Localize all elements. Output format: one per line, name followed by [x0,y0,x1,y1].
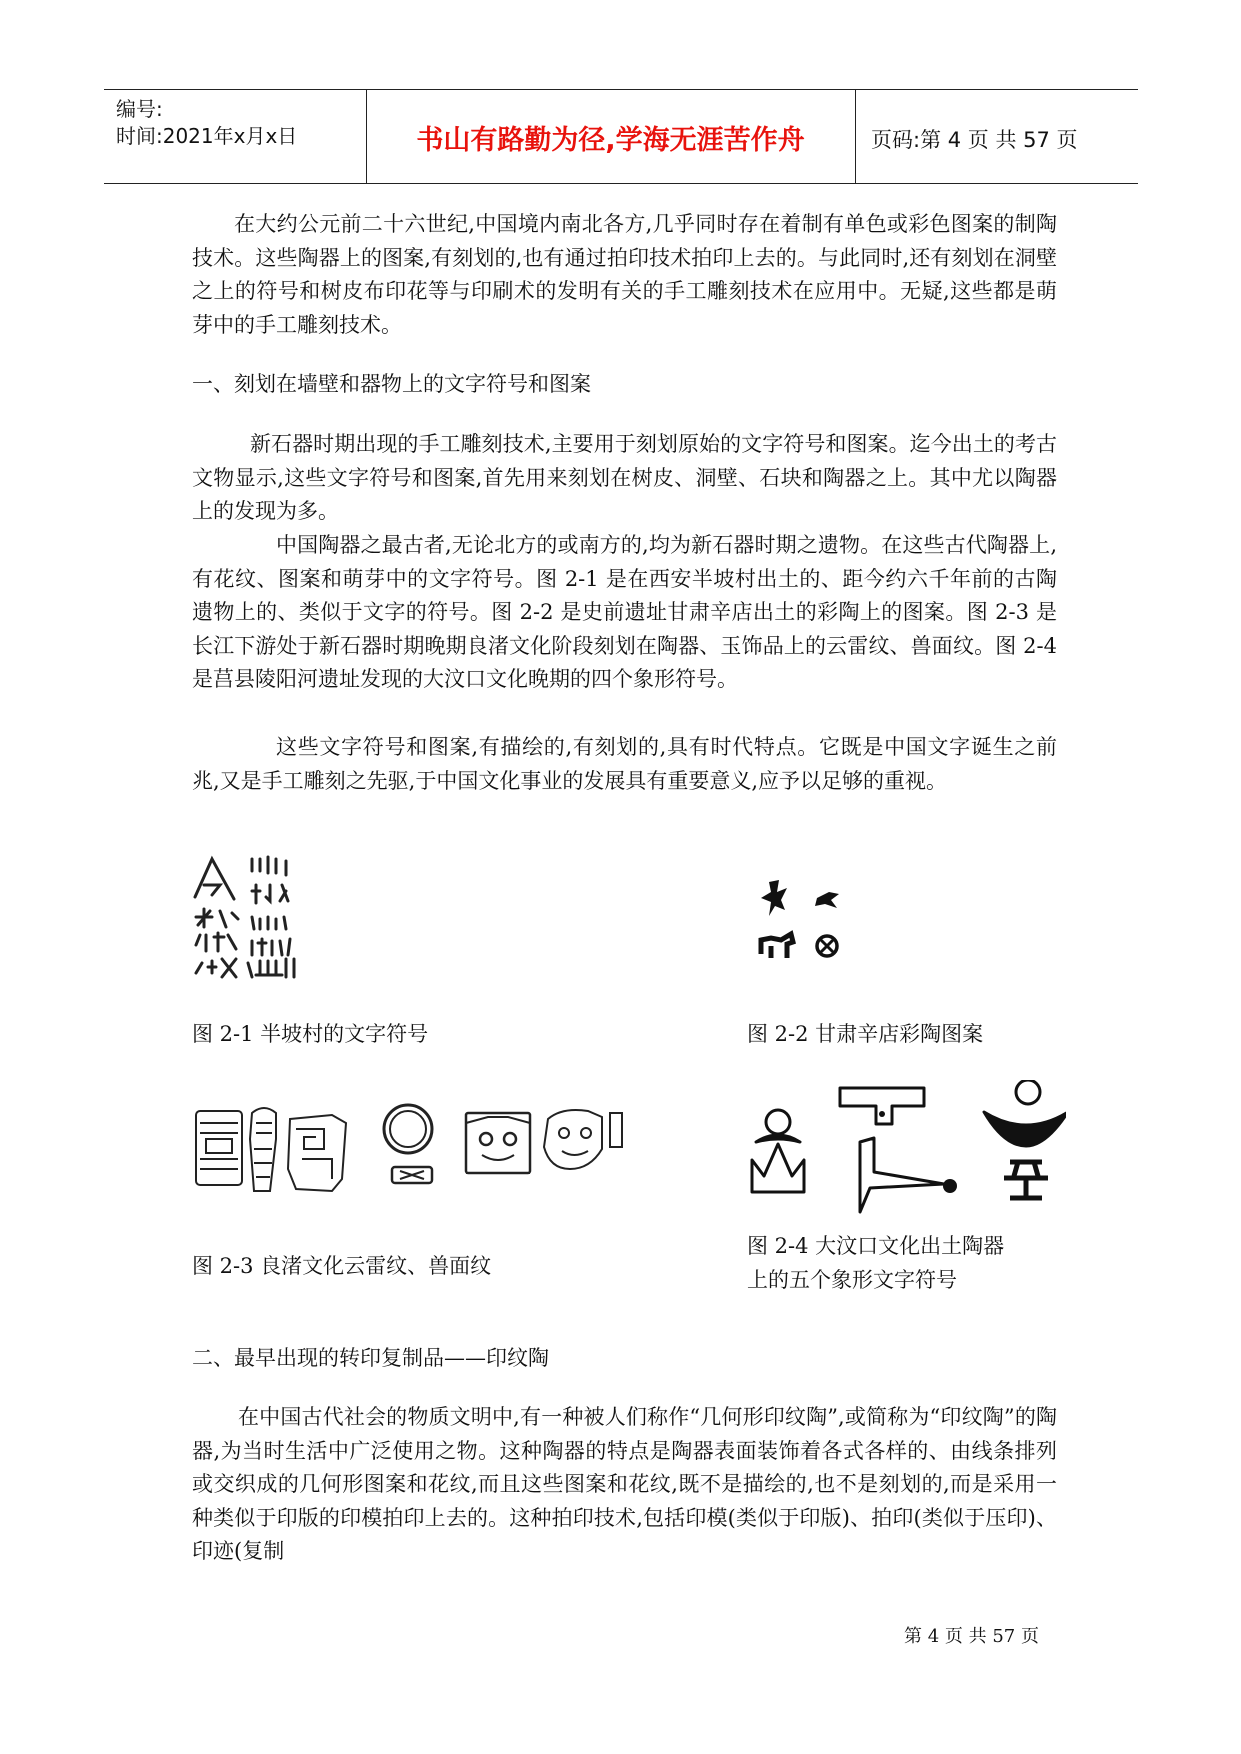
header-time-label: 时间:2021年x月x日 [116,124,298,148]
paragraph-4: 这些文字符号和图案,有描绘的,有刻划的,具有时代特点。它既是中国文字诞生之前兆,又是手工雕刻之先驱,于中国文化事业的发展具有重要意义,应予以足够的重视。 [192,735,1057,793]
paragraph-3: 中国陶器之最古者,无论北方的或南方的,均为新石器时期之遗物。在这些古代陶器上,有花纹、图案和萌芽中的文字符号。图 2-1 是在西安半坡村出土的、距今约六千年前的古陶遗物上的、类似于文字的符号。图 2-2 是史前遗址甘肃辛店出土的彩陶上的图案。图 2-3 是长江下游处于新石器时期晚期良渚文化阶段刻划在陶器、玉饰品上的云雷纹、兽面纹。图 2-4 是莒县陵阳河遗址发现的大汶口文化晚期的四个象形符号。 [192,533,1057,692]
header-left [116,96,297,150]
figure-2-1-banpo-symbols [190,855,330,985]
paragraph-1: 在大约公元前二十六世纪,中国境内南北各方,几乎同时存在着制有单色或彩色图案的制陶技术。这些陶器上的图案,有刻划的,也有通过拍印技术拍印上去的。与此同时,还有刻划在洞壁之上的符号和树皮布印花等与印刷术的发明有关的手工雕刻技术在应用中。无疑,这些都是萌芽中的手工雕刻技术。 [192,212,1057,337]
header-number-label: 编号: [116,97,163,121]
header-page-label: 页码:第 4 页 共 57 页 [871,128,1078,152]
figure-2-2-xindian-pattern [755,876,855,966]
header-motto: 书山有路勤为径,学海无涯苦作舟 [416,125,805,156]
footer-page-number: 第 4 页 共 57 页 [904,1626,1039,1647]
paragraph-5: 在中国古代社会的物质文明中,有一种被人们称作“几何形印纹陶”,或简称为“印纹陶”的陶器,为当时生活中广泛使用之物。这种陶器的特点是陶器表面装饰着各式各样的、由线条排列或交织成的几何形图案和花纹,而且这些图案和花纹,既不是描绘的,也不是刻划的,而是采用一种类似于印版的印模拍印上去的。这种拍印技术,包括印模(类似于印版)、拍印(类似于压印)、印迹(复制 [192,1405,1057,1564]
section-heading-2: 二、最早出现的转印复制品——印纹陶 [192,1346,549,1370]
figure-2-4-caption [747,1229,1004,1297]
page-header [104,89,1138,184]
figure-2-4-caption-line-2: 上的五个象形文字符号 [747,1268,957,1292]
figure-2-4-dawenkou-pictographs [748,1080,1066,1216]
section-heading-1: 一、刻划在墙壁和器物上的文字符号和图案 [192,372,591,396]
figure-2-2-caption: 图 2-2 甘肃辛店彩陶图案 [747,1022,984,1046]
figure-2-3-caption: 图 2-3 良渚文化云雷纹、兽面纹 [192,1254,492,1278]
figure-2-1-caption: 图 2-1 半坡村的文字符号 [192,1022,429,1046]
figure-2-4-caption-line-1: 图 2-4 大汶口文化出土陶器 [747,1234,1005,1258]
paragraph-2: 新石器时期出现的手工雕刻技术,主要用于刻划原始的文字符号和图案。迄今出土的考古文物显示,这些文字符号和图案,首先用来刻划在树皮、洞壁、石块和陶器之上。其中尤以陶器上的发现为多。 [192,432,1057,524]
figure-2-3-liangzhu-patterns [192,1099,652,1199]
header-divider [855,90,856,183]
